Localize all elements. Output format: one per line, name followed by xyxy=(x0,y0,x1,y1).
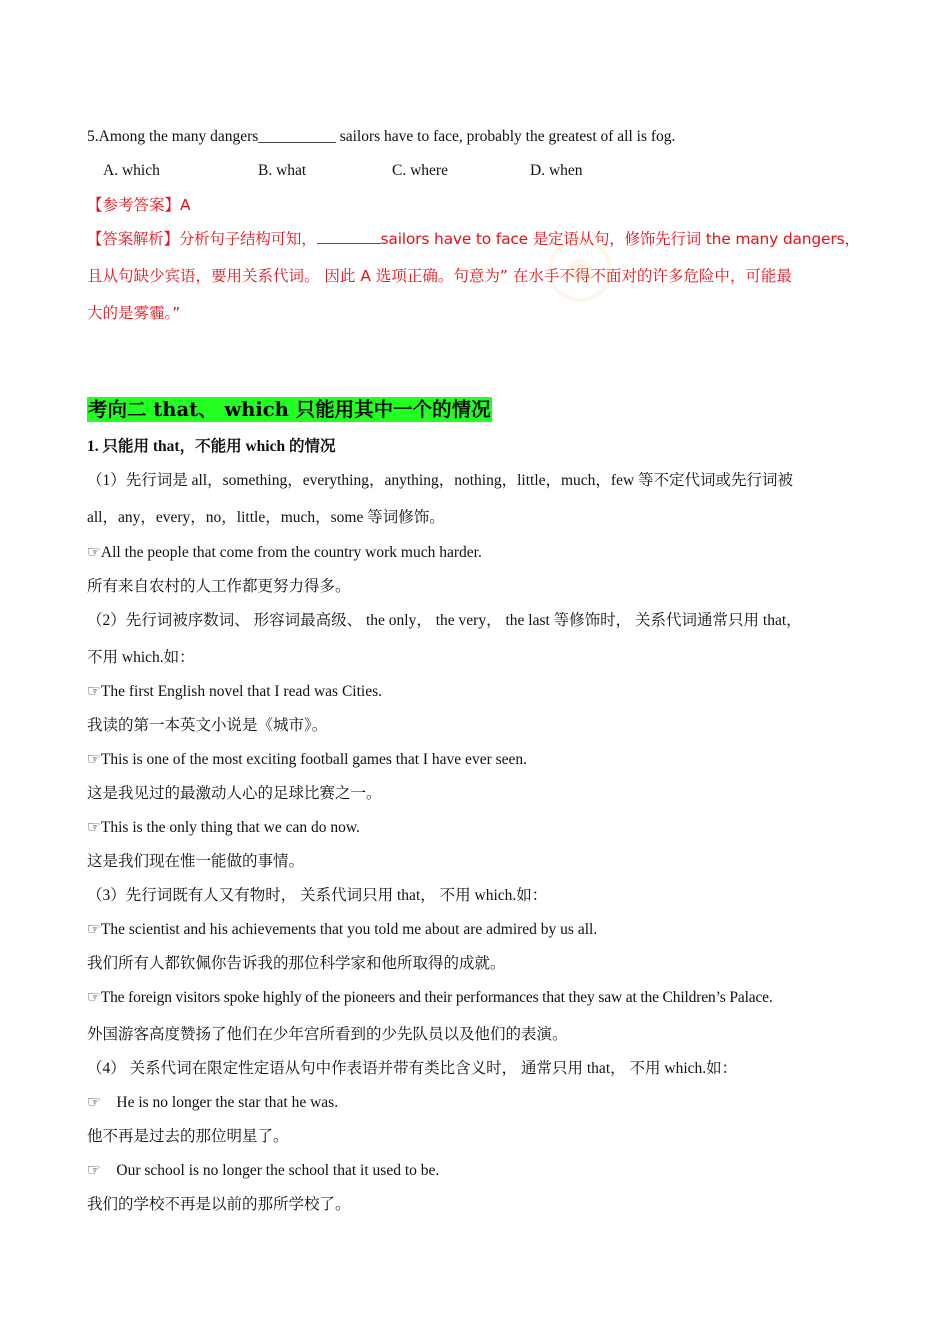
analysis-label: 【答案解析】 xyxy=(87,230,179,248)
rule-2-line-1: （2）先行词被序数词、 形容词最高级、 the only， the very， the last 等修饰时， 关系代词通常只用 that， xyxy=(87,612,802,629)
analysis-text-1b: sailors have to face 是定语从句，修饰先行词 the many dangers， xyxy=(380,230,860,248)
example-1-zh: 所有来自农村的人工作都更努力得多。 xyxy=(87,578,351,595)
example-4-zh: 这是我们现在惟一能做的事情。 xyxy=(87,853,305,870)
option-a: A. which xyxy=(103,162,160,179)
section-heading: 考向二 that、 which 只能用其中一个的情况 xyxy=(88,398,491,421)
example-8-zh: 我们的学校不再是以前的那所学校了。 xyxy=(87,1196,351,1213)
example-7-zh: 他不再是过去的那位明星了。 xyxy=(87,1128,289,1145)
example-5-en: ☞The scientist and his achievements that you told me about are admired by us all. xyxy=(87,921,598,938)
analysis-text-1a: 分析句子结构可知， xyxy=(178,230,317,248)
watermark-logo-icon xyxy=(505,220,655,320)
analysis-line-1 xyxy=(87,229,860,249)
section-subheading: 1. 只能用 that，不能用 which 的情况 xyxy=(87,438,336,455)
rule-1-line-1: （1）先行词是 all，something，everything，anything，nothing，little，much，few 等不定代词或先行词被 xyxy=(87,472,794,489)
example-6-en: ☞The foreign visitors spoke highly of the pioneers and their performances that they saw at the Children’s Palace. xyxy=(87,989,773,1006)
example-3-en: ☞This is one of the most exciting football games that I have ever seen. xyxy=(87,751,528,768)
reference-answer: 【参考答案】A xyxy=(87,196,191,214)
question-stem: 5.Among the many dangers__________ sailors have to face, probably the greatest of all is fog. xyxy=(87,128,676,145)
rule-4-line-1: （4） 关系代词在限定性定语从句中作表语并带有类比含义时， 通常只用 that， 不用 which.如： xyxy=(87,1060,738,1077)
analysis-line-2: 且从句缺少宾语，要用关系代词。 因此 A 选项正确。句意为” 在水手不得不面对的许多危险中，可能最 xyxy=(87,267,792,285)
option-c: C. where xyxy=(392,162,448,179)
example-6-zh: 外国游客高度赞扬了他们在少年宫所看到的少先队员以及他们的表演。 xyxy=(87,1026,568,1043)
example-3-zh: 这是我见过的最激动人心的足球比赛之一。 xyxy=(87,785,382,802)
example-1-en: ☞All the people that come from the country work much harder. xyxy=(87,544,482,561)
option-b: B. what xyxy=(258,162,307,179)
analysis-line-3: 大的是雾霾。” xyxy=(87,304,181,322)
example-2-zh: 我读的第一本英文小说是《城市》。 xyxy=(87,717,328,734)
example-8-en: ☞ Our school is no longer the school that it used to be. xyxy=(87,1162,440,1179)
example-2-en: ☞The first English novel that I read was Cities. xyxy=(87,683,382,700)
option-d: D. when xyxy=(530,162,583,179)
answer-blank xyxy=(317,229,381,244)
rule-1-line-2: all，any，every，no，little，much，some 等词修饰。 xyxy=(87,509,445,526)
rule-3-line-1: （3）先行词既有人又有物时， 关系代词只用 that， 不用 which.如： xyxy=(87,887,548,904)
example-4-en: ☞This is the only thing that we can do now. xyxy=(87,819,360,836)
rule-2-line-2: 不用 which.如： xyxy=(87,649,195,666)
example-7-en: ☞ He is no longer the star that he was. xyxy=(87,1094,339,1111)
example-5-zh: 我们所有人都钦佩你告诉我的那位科学家和他所取得的成就。 xyxy=(87,955,506,972)
